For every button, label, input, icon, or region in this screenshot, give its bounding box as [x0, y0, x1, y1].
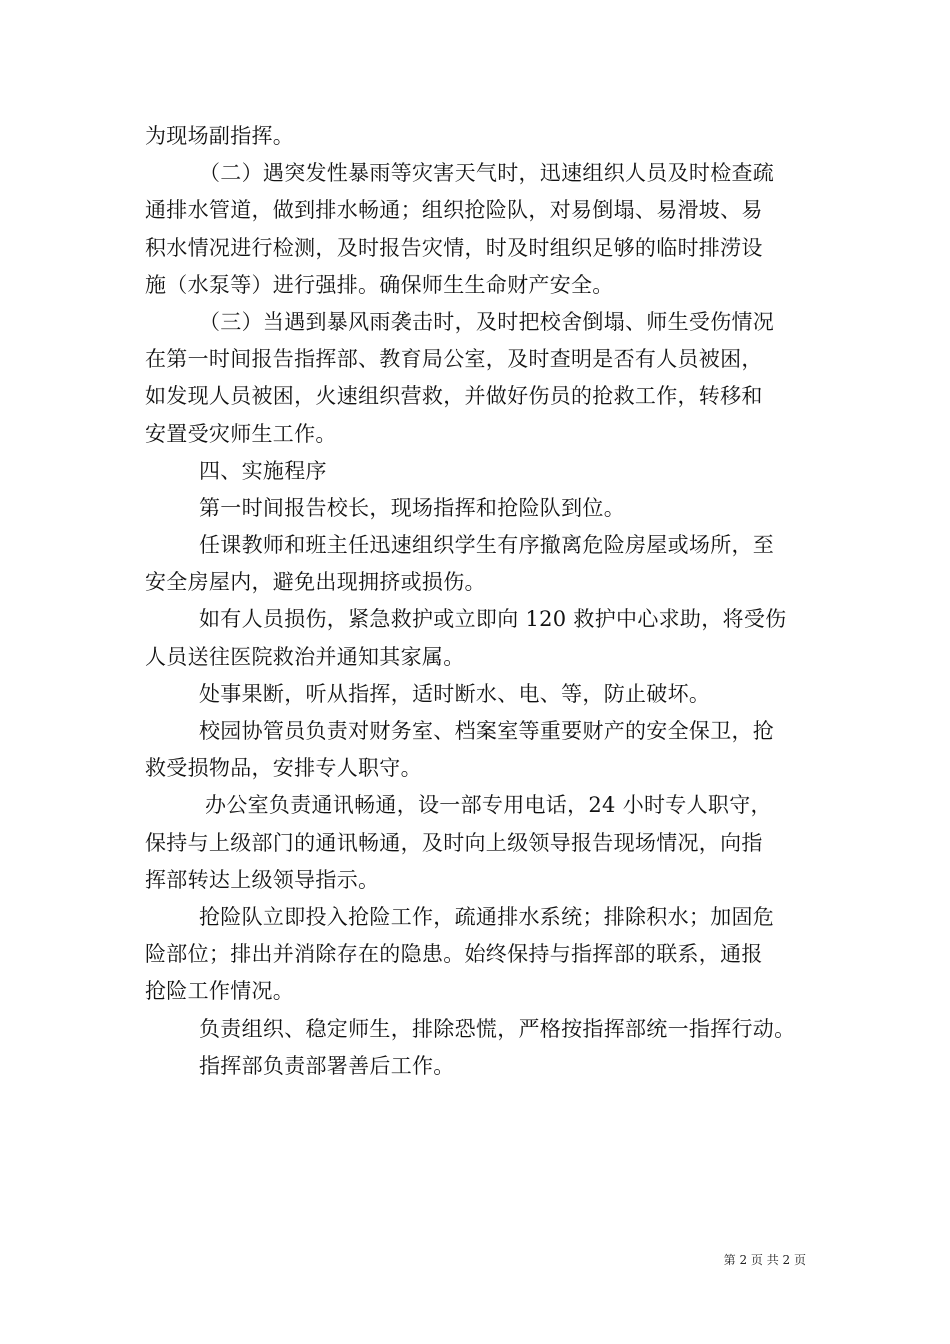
text-line: 负责组织、稳定师生，排除恐慌，严格按指挥部统一指挥行动。 [199, 1016, 796, 1041]
text-line: 安置受灾师生工作。 [145, 421, 337, 446]
text-line: 救受损物品，安排专人职守。 [145, 756, 422, 781]
text-line: 积水情况进行检测，及时报告灾情，时及时组织足够的临时排涝设 [145, 235, 763, 260]
text-line: 任课教师和班主任迅速组织学生有序撤离危险房屋或场所，至 [199, 533, 775, 558]
text-line: 挥部转达上级领导指示。 [145, 867, 380, 892]
text-line: 险部位；排出并消除存在的隐患。始终保持与指挥部的联系，通报 [145, 942, 763, 967]
text-line: 安全房屋内，避免出现拥挤或损伤。 [145, 570, 486, 595]
text-line: 施（水泵等）进行强排。确保师生生命财产安全。 [145, 272, 614, 297]
page-number-footer: 第 2 页 共 2 页 [723, 1253, 806, 1267]
text-line: 第一时间报告校长，现场指挥和抢险队到位。 [199, 495, 625, 520]
text-line: 校园协管员负责对财务室、档案室等重要财产的安全保卫，抢 [199, 719, 775, 743]
text-line: （二）遇突发性暴雨等灾害天气时，迅速组织人员及时检查疏 [199, 161, 775, 186]
text-line: 如发现人员被困，火速组织营救，并做好伤员的抢救工作，转移和 [145, 384, 763, 409]
text-line: 人员送往医院救治并通知其家属。 [145, 644, 465, 669]
text-line: 抢险工作情况。 [145, 979, 295, 1004]
text-line: 处事果断，听从指挥，适时断水、电、等，防止破坏。 [199, 681, 711, 706]
text-line: 在第一时间报告指挥部、教育局公室，及时查明是否有人员被困， [145, 347, 763, 372]
text-line: 抢险队立即投入抢险工作，疏通排水系统；排除积水；加固危 [199, 904, 775, 929]
text-line: 办公室负责通讯畅通，设一部专用电话，24 小时专人职守， [205, 793, 772, 818]
document-body [145, 118, 807, 1085]
text-line: （三）当遇到暴风雨袭击时，及时把校舍倒塌、师生受伤情况 [199, 309, 775, 334]
text-line: 指挥部负责部署善后工作。 [199, 1053, 455, 1078]
text-line: 保持与上级部门的通讯畅通，及时向上级领导报告现场情况，向指 [145, 830, 763, 855]
text-line: 为现场副指挥。 [145, 124, 295, 148]
section-heading: 四、实施程序 [199, 458, 327, 483]
text-line: 通排水管道，做到排水畅通；组织抢险队，对易倒塌、易滑坡、易 [145, 198, 763, 223]
text-line: 如有人员损伤，紧急救护或立即向 120 救护中心求助，将受伤 [199, 607, 787, 632]
